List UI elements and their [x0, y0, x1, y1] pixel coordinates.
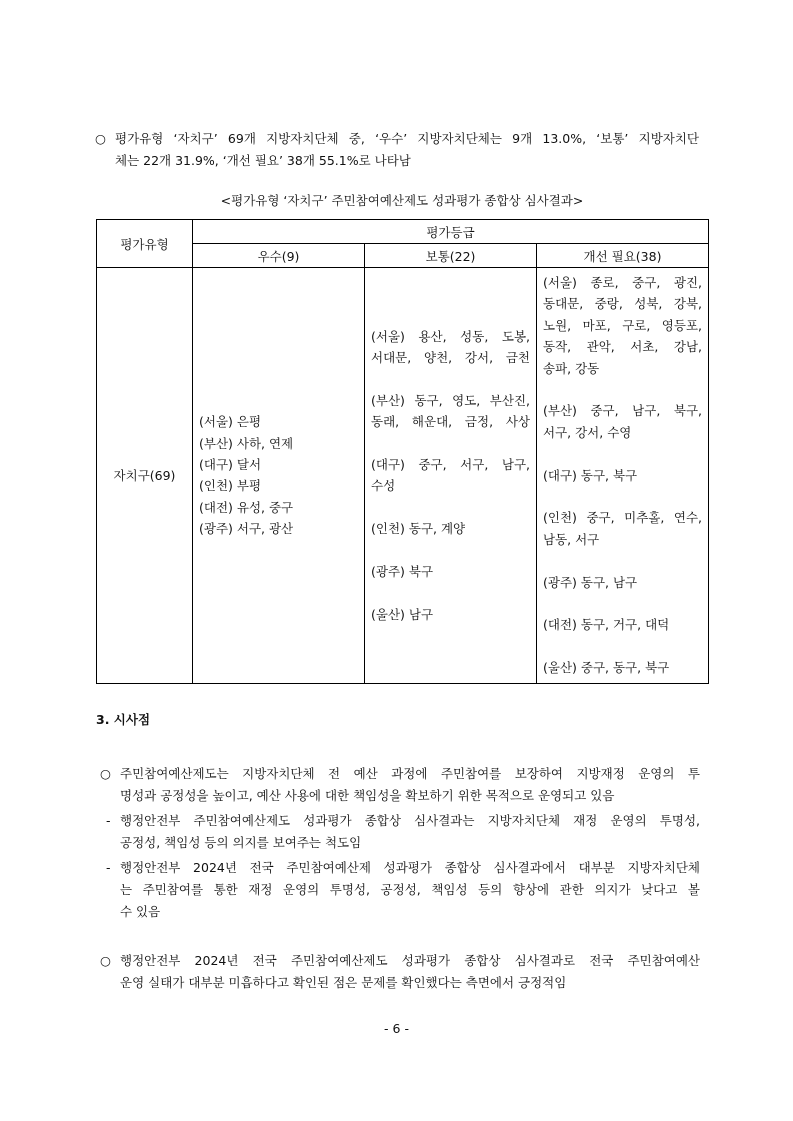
list-item: (서울) 종로, 중구, 광진, — [543, 275, 702, 290]
paragraph-line: 행정안전부 2024년 전국 주민참여예산제도 성과평가 종합상 심사결과로 전국 주민참여예산 — [120, 953, 700, 968]
intro-line-2: 체는 22개 31.9%, ‘개선 필요’ 38개 55.1%로 나타남 — [115, 153, 411, 168]
list-item: (서울) 용산, 성동, 도봉, — [371, 328, 530, 344]
list-item: 송파, 강동 — [543, 360, 600, 376]
paragraph-line: 주민참여예산제도는 지방자치단체 전 예산 과정에 주민참여를 보장하여 지방재정 운영의 투 — [120, 766, 700, 781]
list-item: (서울) 은평 — [199, 414, 262, 430]
list-item: (부산) 중구, 남구, 북구, — [543, 403, 702, 419]
list-item: (광주) 동구, 남구 — [543, 574, 638, 590]
circle-bullet: ○ — [100, 953, 111, 968]
paragraph-line: 운영 실태가 대부분 미흡하다고 확인된 점은 문제를 확인했다는 측면에서 긍정적임 — [120, 975, 567, 990]
evaluation-result-table — [96, 219, 709, 684]
paragraph-line: 는 주민참여를 통한 재정 운영의 투명성, 공정성, 책임성 등의 향상에 관한 의지가 낮다고 볼 — [120, 882, 700, 897]
list-item: (대전) 유성, 중구 — [199, 499, 294, 515]
list-item: 수성 — [371, 478, 396, 494]
row-type-cell: 자치구(69) — [97, 268, 193, 684]
section-title: 3. 시사점 — [96, 712, 151, 727]
list-item: (대구) 동구, 북구 — [543, 467, 638, 483]
list-item: 서구, 강서, 수영 — [543, 424, 632, 440]
header-grade-improve: 개선 필요(38) — [537, 244, 709, 268]
list-item: 동작, 관악, 서초, 강남, — [543, 339, 702, 355]
list-item: 동대문, 중랑, 성북, 강북, — [543, 296, 702, 312]
list-item: (인천) 중구, 미추홀, 연수, — [543, 510, 702, 526]
header-grade-normal: 보통(22) — [365, 244, 537, 268]
dash-bullet: - — [106, 813, 111, 828]
paragraph-line: 수 있음 — [120, 904, 161, 919]
list-item: (광주) 북구 — [371, 563, 434, 579]
excellent-cell — [193, 268, 365, 684]
list-item: (대구) 달서 — [199, 456, 262, 472]
list-item: (부산) 동구, 영도, 부산진, — [371, 392, 530, 408]
list-item: (대전) 동구, 거구, 대덕 — [543, 617, 670, 633]
list-item: 노원, 마포, 구로, 영등포, — [543, 317, 702, 333]
list-item: (인천) 부평 — [199, 478, 262, 494]
intro-line-1: 평가유형 ‘자치구’ 69개 지방자치단체 중, ‘우수’ 지방자치단체는 9개 13.0%, ‘보통’ 지방자치단 — [115, 131, 699, 146]
list-item: 서대문, 양천, 강서, 금천 — [371, 349, 530, 365]
header-evaluation-type: 평가유형 — [97, 220, 193, 268]
list-item: (울산) 남구 — [371, 606, 434, 622]
page-number: - 6 - — [384, 1021, 409, 1036]
list-item: (광주) 서구, 광산 — [199, 521, 294, 537]
list-item: (울산) 중구, 동구, 북구 — [543, 660, 670, 676]
list-item: (대구) 중구, 서구, 남구, — [371, 456, 530, 472]
circle-bullet: ○ — [95, 131, 106, 146]
paragraph-line: 행정안전부 주민참여예산제도 성과평가 종합상 심사결과는 지방자치단체 재정 운영의 투명성, — [120, 813, 700, 828]
improve-cell — [537, 268, 709, 684]
header-grade-excellent: 우수(9) — [193, 244, 365, 268]
table-row — [97, 268, 709, 684]
circle-bullet: ○ — [100, 766, 111, 781]
list-item: 동래, 해운대, 금정, 사상 — [371, 414, 530, 430]
list-item: (부산) 사하, 연제 — [199, 435, 294, 451]
list-item: 남동, 서구 — [543, 531, 600, 547]
table-caption: <평가유형 ‘자치구’ 주민참여예산제도 성과평가 종합상 심사결과> — [220, 193, 584, 208]
list-item: (인천) 동구, 계양 — [371, 521, 466, 537]
paragraph-line: 행정안전부 2024년 전국 주민참여예산제 성과평가 종합상 심사결과에서 대부분 지방자치단체 — [120, 860, 700, 875]
normal-cell — [365, 268, 537, 684]
paragraph-line: 명성과 공정성을 높이고, 예산 사용에 대한 책임성을 확보하기 위한 목적으로 운영되고 있음 — [120, 788, 615, 803]
header-evaluation-grade: 평가등급 — [193, 220, 709, 244]
paragraph-line: 공정성, 책임성 등의 의지를 보여주는 척도임 — [120, 835, 362, 850]
dash-bullet: - — [106, 860, 111, 875]
